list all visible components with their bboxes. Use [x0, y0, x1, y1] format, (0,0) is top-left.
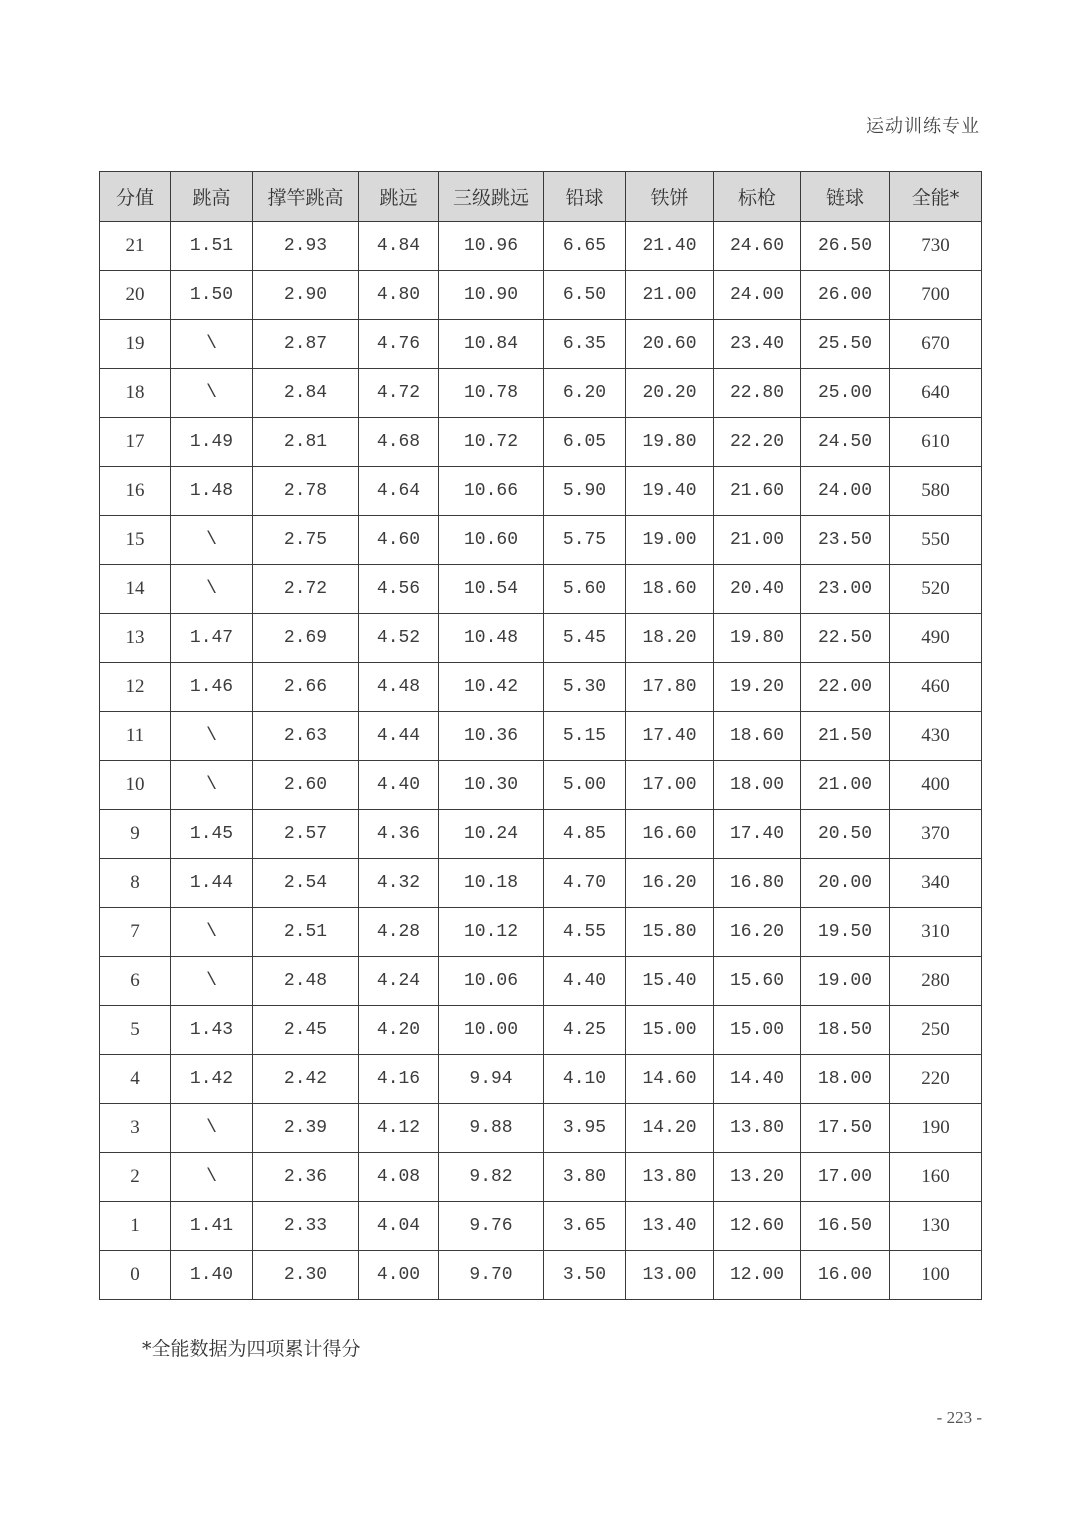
table-row [100, 859, 982, 908]
cell-triple-jump: 9.82 [439, 1153, 544, 1202]
cell-all-round: 670 [890, 320, 982, 369]
cell-triple-jump: 10.66 [439, 467, 544, 516]
cell-long-jump: 4.12 [359, 1104, 439, 1153]
cell-pole-vault: 2.36 [253, 1153, 359, 1202]
cell-shot-put: 6.05 [544, 418, 626, 467]
footnote: *全能数据为四项累计得分 [142, 1338, 361, 1360]
table-row [100, 418, 982, 467]
cell-shot-put: 3.65 [544, 1202, 626, 1251]
cell-shot-put: 5.45 [544, 614, 626, 663]
cell-shot-put: 4.10 [544, 1055, 626, 1104]
cell-long-jump: 4.52 [359, 614, 439, 663]
cell-long-jump: 4.44 [359, 712, 439, 761]
cell-long-jump: 4.48 [359, 663, 439, 712]
table-body [100, 222, 982, 1300]
cell-triple-jump: 9.94 [439, 1055, 544, 1104]
cell-pole-vault: 2.69 [253, 614, 359, 663]
cell-hammer: 17.00 [801, 1153, 890, 1202]
cell-pole-vault: 2.57 [253, 810, 359, 859]
table-row [100, 565, 982, 614]
cell-hammer: 26.50 [801, 222, 890, 271]
cell-score: 19 [100, 320, 171, 369]
column-header-javelin: 标枪 [714, 172, 801, 222]
cell-score: 4 [100, 1055, 171, 1104]
cell-high-jump: \ [171, 565, 253, 614]
cell-shot-put: 4.55 [544, 908, 626, 957]
cell-long-jump: 4.80 [359, 271, 439, 320]
cell-long-jump: 4.00 [359, 1251, 439, 1300]
cell-javelin: 21.00 [714, 516, 801, 565]
cell-high-jump: \ [171, 320, 253, 369]
cell-long-jump: 4.24 [359, 957, 439, 1006]
cell-score: 12 [100, 663, 171, 712]
cell-long-jump: 4.60 [359, 516, 439, 565]
cell-long-jump: 4.56 [359, 565, 439, 614]
cell-triple-jump: 10.24 [439, 810, 544, 859]
cell-long-jump: 4.20 [359, 1006, 439, 1055]
cell-hammer: 26.00 [801, 271, 890, 320]
cell-score: 5 [100, 1006, 171, 1055]
cell-javelin: 19.80 [714, 614, 801, 663]
cell-hammer: 20.50 [801, 810, 890, 859]
cell-pole-vault: 2.81 [253, 418, 359, 467]
cell-all-round: 280 [890, 957, 982, 1006]
cell-hammer: 16.00 [801, 1251, 890, 1300]
cell-shot-put: 3.95 [544, 1104, 626, 1153]
cell-long-jump: 4.36 [359, 810, 439, 859]
cell-score: 15 [100, 516, 171, 565]
cell-hammer: 24.50 [801, 418, 890, 467]
cell-high-jump: 1.42 [171, 1055, 253, 1104]
cell-score: 10 [100, 761, 171, 810]
table-row [100, 369, 982, 418]
cell-javelin: 24.60 [714, 222, 801, 271]
table-row [100, 1006, 982, 1055]
cell-discus: 15.40 [626, 957, 714, 1006]
cell-high-jump: \ [171, 1153, 253, 1202]
table-row [100, 222, 982, 271]
table-header [100, 172, 982, 222]
table-row [100, 1055, 982, 1104]
table-row [100, 467, 982, 516]
cell-triple-jump: 9.88 [439, 1104, 544, 1153]
cell-discus: 16.60 [626, 810, 714, 859]
cell-score: 0 [100, 1251, 171, 1300]
table-row [100, 908, 982, 957]
column-header-long-jump: 跳远 [359, 172, 439, 222]
cell-hammer: 22.50 [801, 614, 890, 663]
cell-long-jump: 4.68 [359, 418, 439, 467]
cell-high-jump: \ [171, 761, 253, 810]
cell-shot-put: 6.35 [544, 320, 626, 369]
cell-high-jump: 1.43 [171, 1006, 253, 1055]
cell-all-round: 160 [890, 1153, 982, 1202]
cell-hammer: 16.50 [801, 1202, 890, 1251]
cell-long-jump: 4.16 [359, 1055, 439, 1104]
cell-pole-vault: 2.72 [253, 565, 359, 614]
cell-high-jump: 1.51 [171, 222, 253, 271]
cell-hammer: 17.50 [801, 1104, 890, 1153]
cell-shot-put: 6.50 [544, 271, 626, 320]
cell-pole-vault: 2.51 [253, 908, 359, 957]
cell-javelin: 13.80 [714, 1104, 801, 1153]
cell-high-jump: \ [171, 1104, 253, 1153]
cell-discus: 18.20 [626, 614, 714, 663]
cell-score: 7 [100, 908, 171, 957]
cell-hammer: 22.00 [801, 663, 890, 712]
cell-shot-put: 4.40 [544, 957, 626, 1006]
cell-score: 21 [100, 222, 171, 271]
cell-javelin: 16.80 [714, 859, 801, 908]
cell-score: 11 [100, 712, 171, 761]
cell-long-jump: 4.40 [359, 761, 439, 810]
cell-all-round: 520 [890, 565, 982, 614]
cell-hammer: 21.00 [801, 761, 890, 810]
cell-hammer: 21.50 [801, 712, 890, 761]
cell-triple-jump: 10.78 [439, 369, 544, 418]
cell-javelin: 18.00 [714, 761, 801, 810]
cell-all-round: 640 [890, 369, 982, 418]
cell-shot-put: 5.30 [544, 663, 626, 712]
cell-all-round: 730 [890, 222, 982, 271]
cell-discus: 21.00 [626, 271, 714, 320]
cell-long-jump: 4.32 [359, 859, 439, 908]
cell-javelin: 24.00 [714, 271, 801, 320]
table-row [100, 1153, 982, 1202]
cell-hammer: 24.00 [801, 467, 890, 516]
cell-triple-jump: 10.84 [439, 320, 544, 369]
cell-high-jump: 1.46 [171, 663, 253, 712]
cell-pole-vault: 2.48 [253, 957, 359, 1006]
cell-high-jump: 1.50 [171, 271, 253, 320]
cell-triple-jump: 9.70 [439, 1251, 544, 1300]
cell-high-jump: \ [171, 908, 253, 957]
cell-javelin: 20.40 [714, 565, 801, 614]
cell-triple-jump: 10.54 [439, 565, 544, 614]
cell-pole-vault: 2.90 [253, 271, 359, 320]
cell-shot-put: 6.20 [544, 369, 626, 418]
cell-score: 8 [100, 859, 171, 908]
cell-discus: 17.40 [626, 712, 714, 761]
cell-shot-put: 6.65 [544, 222, 626, 271]
cell-pole-vault: 2.39 [253, 1104, 359, 1153]
cell-discus: 15.80 [626, 908, 714, 957]
cell-high-jump: 1.40 [171, 1251, 253, 1300]
cell-pole-vault: 2.42 [253, 1055, 359, 1104]
cell-score: 17 [100, 418, 171, 467]
cell-high-jump: 1.44 [171, 859, 253, 908]
cell-shot-put: 3.50 [544, 1251, 626, 1300]
cell-pole-vault: 2.87 [253, 320, 359, 369]
cell-score: 9 [100, 810, 171, 859]
cell-triple-jump: 10.12 [439, 908, 544, 957]
cell-shot-put: 4.25 [544, 1006, 626, 1055]
cell-all-round: 190 [890, 1104, 982, 1153]
cell-high-jump: \ [171, 957, 253, 1006]
cell-discus: 20.60 [626, 320, 714, 369]
column-header-shot-put: 铅球 [544, 172, 626, 222]
table-row [100, 957, 982, 1006]
cell-all-round: 130 [890, 1202, 982, 1251]
column-header-triple-jump: 三级跳远 [439, 172, 544, 222]
table-row [100, 810, 982, 859]
cell-score: 1 [100, 1202, 171, 1251]
cell-hammer: 20.00 [801, 859, 890, 908]
cell-discus: 16.20 [626, 859, 714, 908]
cell-hammer: 19.50 [801, 908, 890, 957]
table-row [100, 614, 982, 663]
cell-all-round: 550 [890, 516, 982, 565]
cell-score: 2 [100, 1153, 171, 1202]
cell-hammer: 19.00 [801, 957, 890, 1006]
cell-javelin: 15.00 [714, 1006, 801, 1055]
cell-triple-jump: 9.76 [439, 1202, 544, 1251]
cell-triple-jump: 10.30 [439, 761, 544, 810]
table-row [100, 1251, 982, 1300]
cell-hammer: 23.00 [801, 565, 890, 614]
cell-high-jump: 1.45 [171, 810, 253, 859]
cell-long-jump: 4.84 [359, 222, 439, 271]
cell-shot-put: 4.85 [544, 810, 626, 859]
cell-all-round: 430 [890, 712, 982, 761]
cell-shot-put: 5.60 [544, 565, 626, 614]
table-row [100, 663, 982, 712]
cell-all-round: 580 [890, 467, 982, 516]
cell-shot-put: 5.00 [544, 761, 626, 810]
cell-all-round: 220 [890, 1055, 982, 1104]
cell-pole-vault: 2.33 [253, 1202, 359, 1251]
cell-triple-jump: 10.18 [439, 859, 544, 908]
cell-pole-vault: 2.54 [253, 859, 359, 908]
cell-triple-jump: 10.96 [439, 222, 544, 271]
cell-score: 16 [100, 467, 171, 516]
cell-javelin: 13.20 [714, 1153, 801, 1202]
page-number: - 223 - [936, 1408, 982, 1427]
cell-high-jump: 1.41 [171, 1202, 253, 1251]
cell-all-round: 310 [890, 908, 982, 957]
cell-javelin: 23.40 [714, 320, 801, 369]
cell-discus: 20.20 [626, 369, 714, 418]
cell-triple-jump: 10.36 [439, 712, 544, 761]
cell-javelin: 12.60 [714, 1202, 801, 1251]
table-row [100, 516, 982, 565]
cell-discus: 18.60 [626, 565, 714, 614]
cell-pole-vault: 2.93 [253, 222, 359, 271]
score-table [99, 171, 982, 1300]
cell-score: 3 [100, 1104, 171, 1153]
cell-javelin: 16.20 [714, 908, 801, 957]
cell-discus: 13.80 [626, 1153, 714, 1202]
cell-high-jump: \ [171, 369, 253, 418]
cell-all-round: 490 [890, 614, 982, 663]
cell-pole-vault: 2.78 [253, 467, 359, 516]
table-row [100, 1202, 982, 1251]
column-header-hammer: 链球 [801, 172, 890, 222]
cell-all-round: 610 [890, 418, 982, 467]
cell-long-jump: 4.72 [359, 369, 439, 418]
table-row [100, 712, 982, 761]
cell-discus: 21.40 [626, 222, 714, 271]
cell-high-jump: \ [171, 516, 253, 565]
cell-triple-jump: 10.72 [439, 418, 544, 467]
cell-discus: 13.40 [626, 1202, 714, 1251]
cell-high-jump: 1.49 [171, 418, 253, 467]
cell-long-jump: 4.04 [359, 1202, 439, 1251]
cell-all-round: 340 [890, 859, 982, 908]
cell-score: 14 [100, 565, 171, 614]
cell-high-jump: 1.48 [171, 467, 253, 516]
cell-triple-jump: 10.00 [439, 1006, 544, 1055]
cell-score: 18 [100, 369, 171, 418]
cell-discus: 14.20 [626, 1104, 714, 1153]
cell-long-jump: 4.28 [359, 908, 439, 957]
cell-triple-jump: 10.06 [439, 957, 544, 1006]
cell-triple-jump: 10.60 [439, 516, 544, 565]
column-header-high-jump: 跳高 [171, 172, 253, 222]
cell-long-jump: 4.76 [359, 320, 439, 369]
cell-shot-put: 5.90 [544, 467, 626, 516]
cell-all-round: 100 [890, 1251, 982, 1300]
cell-shot-put: 5.15 [544, 712, 626, 761]
page-header-title: 运动训练专业 [866, 116, 980, 137]
cell-javelin: 21.60 [714, 467, 801, 516]
cell-discus: 19.80 [626, 418, 714, 467]
cell-javelin: 17.40 [714, 810, 801, 859]
cell-shot-put: 4.70 [544, 859, 626, 908]
cell-triple-jump: 10.90 [439, 271, 544, 320]
cell-javelin: 15.60 [714, 957, 801, 1006]
cell-all-round: 370 [890, 810, 982, 859]
cell-javelin: 12.00 [714, 1251, 801, 1300]
cell-high-jump: 1.47 [171, 614, 253, 663]
cell-shot-put: 3.80 [544, 1153, 626, 1202]
cell-triple-jump: 10.48 [439, 614, 544, 663]
cell-long-jump: 4.64 [359, 467, 439, 516]
column-header-all-round: 全能* [890, 172, 982, 222]
cell-all-round: 700 [890, 271, 982, 320]
column-header-discus: 铁饼 [626, 172, 714, 222]
cell-javelin: 14.40 [714, 1055, 801, 1104]
cell-javelin: 22.80 [714, 369, 801, 418]
cell-shot-put: 5.75 [544, 516, 626, 565]
cell-hammer: 23.50 [801, 516, 890, 565]
cell-discus: 19.40 [626, 467, 714, 516]
cell-hammer: 25.00 [801, 369, 890, 418]
cell-pole-vault: 2.60 [253, 761, 359, 810]
table-row [100, 271, 982, 320]
cell-pole-vault: 2.45 [253, 1006, 359, 1055]
cell-discus: 17.80 [626, 663, 714, 712]
cell-hammer: 25.50 [801, 320, 890, 369]
cell-discus: 15.00 [626, 1006, 714, 1055]
cell-hammer: 18.50 [801, 1006, 890, 1055]
cell-discus: 17.00 [626, 761, 714, 810]
column-header-score: 分值 [100, 172, 171, 222]
table-row [100, 761, 982, 810]
cell-javelin: 19.20 [714, 663, 801, 712]
cell-discus: 14.60 [626, 1055, 714, 1104]
cell-pole-vault: 2.63 [253, 712, 359, 761]
cell-score: 13 [100, 614, 171, 663]
cell-hammer: 18.00 [801, 1055, 890, 1104]
cell-pole-vault: 2.84 [253, 369, 359, 418]
cell-long-jump: 4.08 [359, 1153, 439, 1202]
table-row [100, 1104, 982, 1153]
cell-pole-vault: 2.75 [253, 516, 359, 565]
cell-all-round: 250 [890, 1006, 982, 1055]
cell-discus: 13.00 [626, 1251, 714, 1300]
cell-pole-vault: 2.30 [253, 1251, 359, 1300]
cell-pole-vault: 2.66 [253, 663, 359, 712]
cell-javelin: 18.60 [714, 712, 801, 761]
cell-triple-jump: 10.42 [439, 663, 544, 712]
cell-discus: 19.00 [626, 516, 714, 565]
cell-high-jump: \ [171, 712, 253, 761]
cell-score: 6 [100, 957, 171, 1006]
cell-all-round: 460 [890, 663, 982, 712]
column-header-pole-vault: 撑竿跳高 [253, 172, 359, 222]
cell-javelin: 22.20 [714, 418, 801, 467]
cell-score: 20 [100, 271, 171, 320]
header-row [100, 172, 982, 222]
table-row [100, 320, 982, 369]
cell-all-round: 400 [890, 761, 982, 810]
